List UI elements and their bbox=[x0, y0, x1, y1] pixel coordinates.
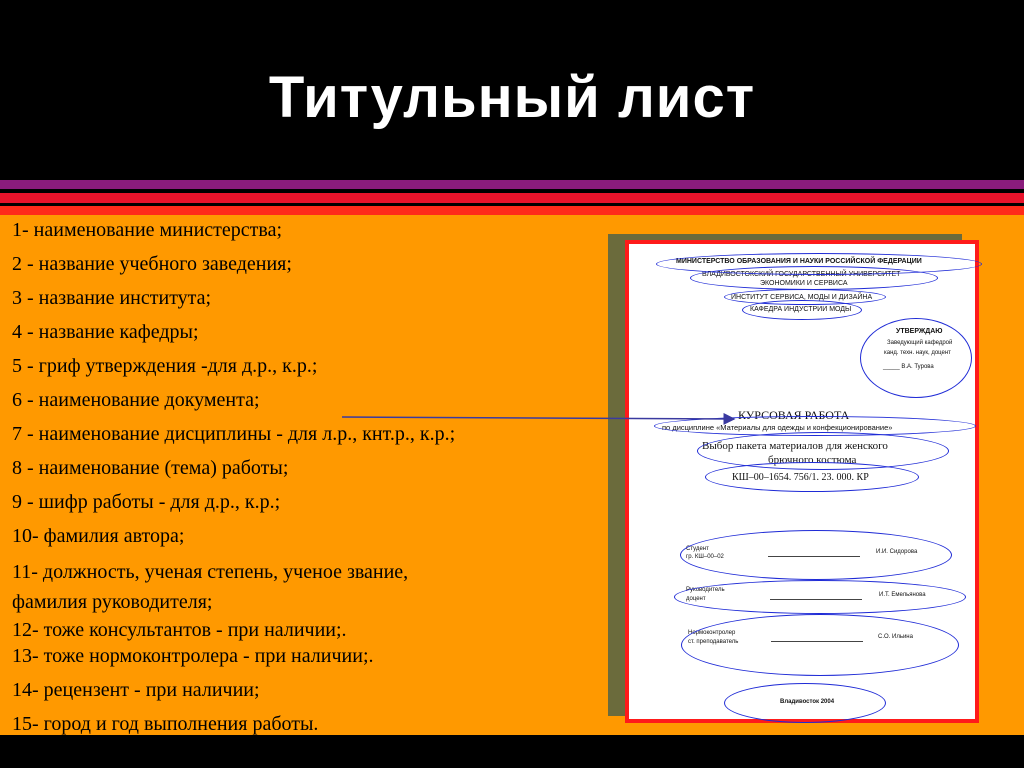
list-item: 15- город и год выполнения работы. bbox=[12, 713, 319, 735]
list-item: 5 - гриф утверждения -для д.р., к.р.; bbox=[12, 355, 318, 377]
list-item: 4 - название кафедры; bbox=[12, 321, 199, 343]
doc-topic-line2: брючного костюма bbox=[768, 454, 857, 466]
doc-code: КШ–00–1654. 756/1. 23. 000. КР bbox=[732, 472, 869, 483]
doc-supervisor-label1: Руководитель bbox=[686, 587, 725, 593]
list-item: 7 - наименование дисциплины - для л.р., кнт.р., к.р.; bbox=[12, 423, 456, 445]
doc-supervisor-name: И.Т. Емельянова bbox=[879, 592, 926, 598]
list-item: 14- рецензент - при наличии; bbox=[12, 679, 260, 701]
slide-title: Титульный лист bbox=[268, 65, 756, 130]
doc-normcontrol-name: С.О. Ильина bbox=[878, 634, 913, 640]
doc-university-line1: ВЛАДИВОСТОКСКИЙ ГОСУДАРСТВЕННЫЙ УНИВЕРСИТЕТ bbox=[702, 271, 901, 278]
doc-normcontrol-label1: Нормоконтролер bbox=[688, 630, 736, 636]
doc-city-year: Владивосток 2004 bbox=[780, 699, 835, 705]
list-item: фамилия руководителя; bbox=[12, 591, 213, 613]
list-item: 1- наименование министерства; bbox=[12, 219, 283, 241]
doc-student-label2: гр. КШ–00–02 bbox=[686, 554, 724, 560]
doc-normcontrol-label2: ст. преподаватель bbox=[688, 639, 739, 645]
list-item: 11- должность, ученая степень, ученое звание, bbox=[12, 561, 409, 583]
doc-approval-title: УТВЕРЖДАЮ bbox=[896, 328, 943, 335]
doc-approval-sign: _____ В.А. Турова bbox=[883, 364, 934, 370]
doc-topic-line1: Выбор пакета материалов для женского bbox=[702, 440, 888, 452]
doc-institute: ИНСТИТУТ СЕРВИСА, МОДЫ И ДИЗАЙНА bbox=[731, 294, 873, 301]
bottom-bar bbox=[0, 735, 1024, 768]
doc-type: КУРСОВАЯ РАБОТА bbox=[738, 408, 850, 422]
list-item: 2 - название учебного заведения; bbox=[12, 253, 292, 275]
list-item: 13- тоже нормоконтролера - при наличии;. bbox=[12, 645, 374, 667]
list-item: 8 - наименование (тема) работы; bbox=[12, 457, 289, 479]
doc-approval-line2: канд. техн. наук, доцент bbox=[884, 350, 951, 356]
list-item: 12- тоже консультантов - при наличии;. bbox=[12, 619, 347, 641]
list-item: 9 - шифр работы - для д.р., к.р.; bbox=[12, 491, 281, 513]
doc-student-name: И.И. Сидорова bbox=[876, 549, 918, 555]
list-item: 3 - название института; bbox=[12, 287, 212, 309]
doc-discipline: по дисциплине «Материалы для одежды и конфекционирование» bbox=[662, 423, 893, 432]
list-item: 6 - наименование документа; bbox=[12, 389, 260, 411]
doc-department: КАФЕДРА ИНДУСТРИИ МОДЫ bbox=[750, 306, 852, 313]
list-item: 10- фамилия автора; bbox=[12, 525, 185, 547]
doc-approval-line1: Заведующий кафедрой bbox=[887, 340, 953, 346]
doc-supervisor-label2: доцент bbox=[686, 596, 706, 602]
doc-student-label1: Студент bbox=[686, 546, 709, 552]
doc-ministry: МИНИСТЕРСТВО ОБРАЗОВАНИЯ И НАУКИ РОССИЙСКОЙ ФЕДЕРАЦИИ bbox=[676, 258, 922, 265]
doc-university-line2: ЭКОНОМИКИ И СЕРВИСА bbox=[760, 280, 848, 287]
